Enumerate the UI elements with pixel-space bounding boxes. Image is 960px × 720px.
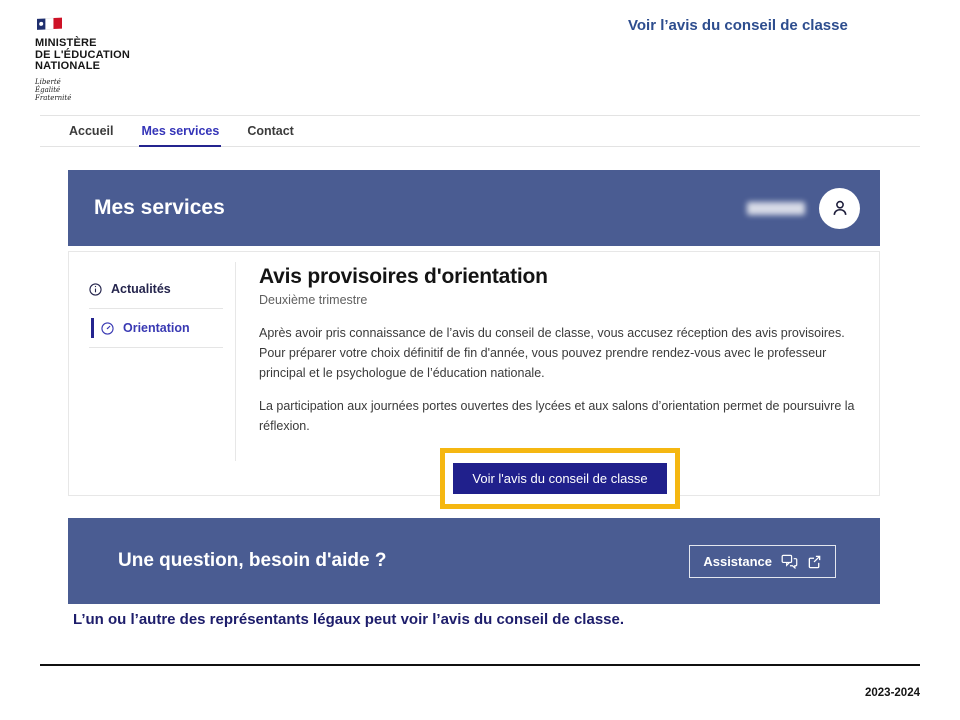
banner-user-area <box>747 188 860 229</box>
chat-bubbles-icon <box>781 554 798 569</box>
user-name-redacted <box>747 202 805 215</box>
news-info-icon <box>89 283 102 296</box>
sidebar-item-label: Actualités <box>111 282 171 296</box>
orientation-icon <box>101 322 114 335</box>
page-subtitle: Deuxième trimestre <box>259 293 368 307</box>
main-content <box>236 252 879 495</box>
cta-container <box>259 448 861 509</box>
highlight-annotation-box <box>440 448 679 509</box>
nav-item-contact[interactable]: Contact <box>247 124 294 138</box>
page-title: Avis provisoires d'orientation <box>259 265 548 288</box>
assistance-button[interactable] <box>689 545 836 578</box>
banner-title: Mes services <box>94 196 225 219</box>
help-banner <box>68 518 880 604</box>
nav-item-mes-services[interactable]: Mes services <box>139 116 221 146</box>
person-icon <box>829 197 851 219</box>
sidebar-divider <box>89 347 223 348</box>
government-logo <box>35 16 130 102</box>
nav-item-accueil[interactable]: Accueil <box>69 124 114 138</box>
page-banner <box>68 170 880 246</box>
account-button[interactable] <box>819 188 860 229</box>
external-link-icon <box>807 554 822 569</box>
sidebar-item-label: Orientation <box>123 321 190 335</box>
main-nav <box>40 115 920 147</box>
active-indicator-bar <box>91 318 94 338</box>
help-banner-title: Une question, besoin d'aide ? <box>118 550 387 571</box>
sidebar <box>69 262 236 461</box>
ministry-name: MINISTÈRE DE L'ÉDUCATION NATIONALE <box>35 37 131 72</box>
paragraph-2: La participation aux journées portes ouvertes des lycées et aux salons d’orientation permet de poursuivre la réflexion. <box>259 399 855 433</box>
ministry-motto: Liberté Égalité Fraternité <box>35 77 72 102</box>
slide-heading: Voir l’avis du conseil de classe <box>628 17 848 34</box>
paragraph-1: Après avoir pris connaissance de l’avis du conseil de classe, vous accusez réception des avis provisoires. Pour préparer votre choix définitif de fin d'année, vous pouvez prendre rendez-vous avec le professeur principal et le psychologue de l’éducation nationale. <box>259 326 845 380</box>
legal-note: L’un ou l’autre des représentants légaux peut voir l’avis du conseil de classe. <box>73 611 625 628</box>
assistance-label: Assistance <box>703 553 772 569</box>
school-year: 2023-2024 <box>865 687 920 699</box>
separator-line <box>40 664 920 666</box>
french-flag-icon <box>35 16 65 32</box>
voir-avis-button[interactable]: Voir l'avis du conseil de classe <box>453 463 666 494</box>
sidebar-item-orientation[interactable] <box>69 309 235 347</box>
sidebar-item-actualites[interactable] <box>69 270 235 308</box>
content-card <box>68 251 880 496</box>
